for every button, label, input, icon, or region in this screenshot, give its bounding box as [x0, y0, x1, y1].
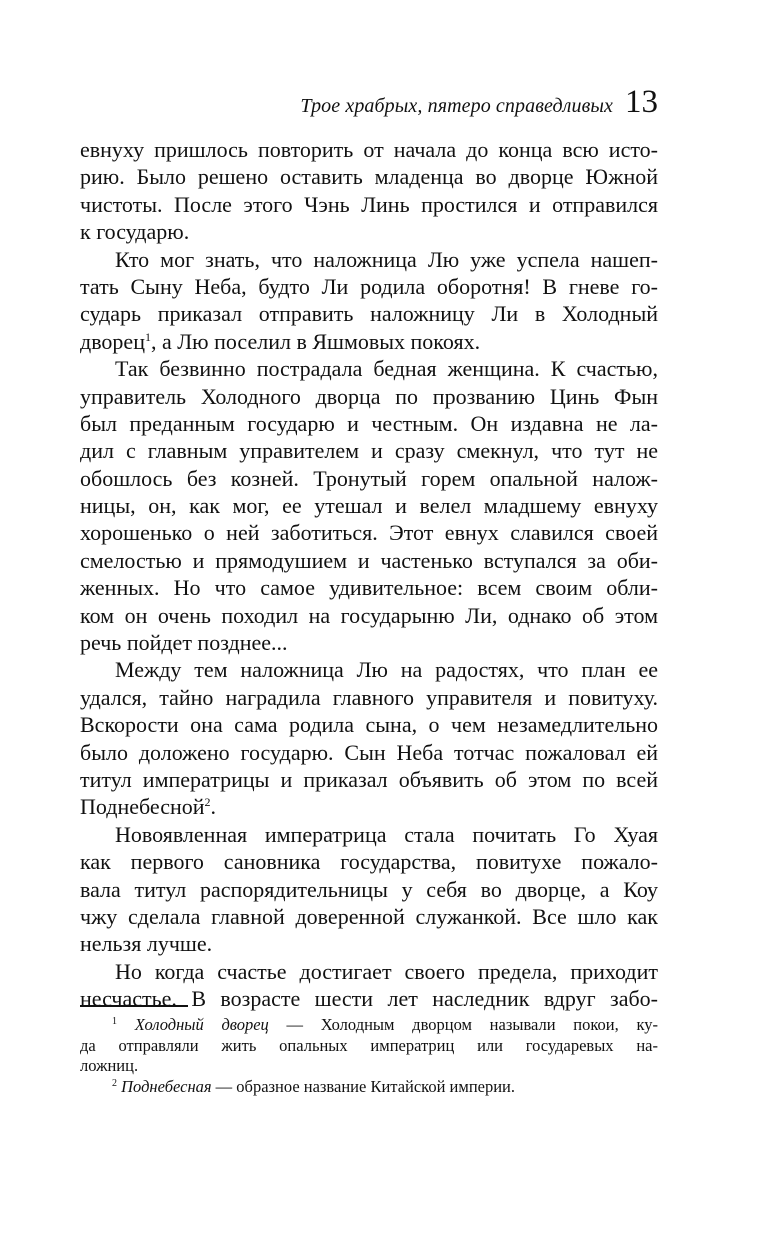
- text-fragment: .: [210, 794, 217, 820]
- text-line: [80, 793, 658, 820]
- text-line: чистоты. После этого Чэнь Линь простился и отправился: [80, 191, 658, 217]
- footnote-line: да отправляли жить опальных императриц или государевых на-: [80, 1035, 658, 1055]
- text-line: Кто мог знать, что наложница Лю уже успела нашеп-: [115, 246, 658, 272]
- text-line: как первого сановника государства, повитухе пожало-: [80, 849, 658, 875]
- footnotes: [80, 1015, 658, 1097]
- footnote-1: [80, 1015, 658, 1036]
- footnote-line: ложниц.: [80, 1056, 139, 1075]
- text-line: Вскорости она сама родила сына, о чем незамедлительно: [80, 712, 658, 738]
- footnote-2: [80, 1077, 658, 1098]
- page-number: 13: [625, 84, 658, 120]
- text-line: был преданным государю и честным. Он издавна не ла-: [80, 410, 658, 436]
- text-line: евнуху пришлось повторить от начала до конца всю исто-: [80, 137, 658, 162]
- text-line: Новоявленная императрица стала почитать Го Хуая: [115, 821, 658, 847]
- text-fragment: дворец: [80, 328, 145, 354]
- footnote-divider: [80, 1005, 188, 1007]
- text-line: чжу сделала главной доверенной служанкой. Все шло как: [80, 903, 658, 929]
- text-line: Но когда счастье достигает своего предела, приходит: [115, 958, 658, 984]
- text-line: ком он очень походил на государыню Ли, однако об этом: [80, 602, 658, 628]
- text-line: Так безвинно пострадала бедная женщина. К счастью,: [115, 356, 658, 382]
- text-line: хорошенько о ней заботиться. Этот евнух славился своей: [80, 520, 658, 546]
- text-line: тать Сыну Неба, будто Ли родила оборотня! В гневе го-: [80, 273, 658, 299]
- footnote-term: Поднебесная: [121, 1076, 212, 1096]
- footnote-text: — образное название Китайской империи.: [211, 1076, 516, 1096]
- text-line: к государю.: [80, 219, 190, 245]
- text-line: нельзя лучше.: [80, 931, 213, 957]
- footnote-text: — Холодным дворцом называли покои, ку-: [268, 1015, 658, 1034]
- footnote-number: 2: [112, 1077, 117, 1089]
- text-line: женных. Но что самое удивительное: всем своим обли-: [80, 575, 658, 601]
- footnote-ref-1[interactable]: 1: [144, 329, 151, 344]
- running-head: [80, 84, 658, 124]
- text-line: дил с главным управителем и сразу смекнул, что тут не: [80, 438, 658, 464]
- text-line: ницы, он, как мог, ее утешал и велел младшему евнуху: [80, 493, 658, 519]
- footnote-term: Холодный дворец: [134, 1015, 269, 1034]
- text-line: управитель Холодного дворца по прозванию Цинь Фын: [80, 383, 658, 409]
- body-text: [80, 136, 658, 1013]
- text-line: обошлось без козней. Тронутый горем опальной налож-: [80, 465, 658, 491]
- text-line: [80, 328, 658, 355]
- footnote-number: 1: [112, 1016, 117, 1027]
- text-fragment: , а Лю поселил в Яшмовых покоях.: [150, 328, 481, 354]
- text-line: рию. Было решено оставить младенца во дворце Южной: [80, 164, 658, 190]
- text-line: сударь приказал отправить наложницу Ли в Холодный: [80, 301, 658, 327]
- text-line: речь пойдет позднее...: [80, 630, 288, 656]
- text-line: несчастье. В возрасте шести лет наследник вдруг забо-: [80, 986, 658, 1012]
- running-title: Трое храбрых, пятеро справедливых: [300, 95, 613, 117]
- text-line: титул императрицы и приказал объявить об этом по всей: [80, 766, 658, 792]
- text-line: вала титул распорядительницы у себя во дворце, а Коу: [80, 876, 658, 902]
- text-line: смелостью и прямодушием и частенько вступался за оби-: [80, 547, 658, 573]
- text-line: удался, тайно наградила главного управителя и повитуху.: [80, 684, 658, 710]
- text-line: было доложено государю. Сын Неба тотчас пожаловал ей: [80, 739, 658, 765]
- text-line: Между тем наложница Лю на радостях, что план ее: [115, 657, 658, 683]
- footnote-ref-2[interactable]: 2: [204, 795, 211, 810]
- text-fragment: Поднебесной: [80, 794, 205, 820]
